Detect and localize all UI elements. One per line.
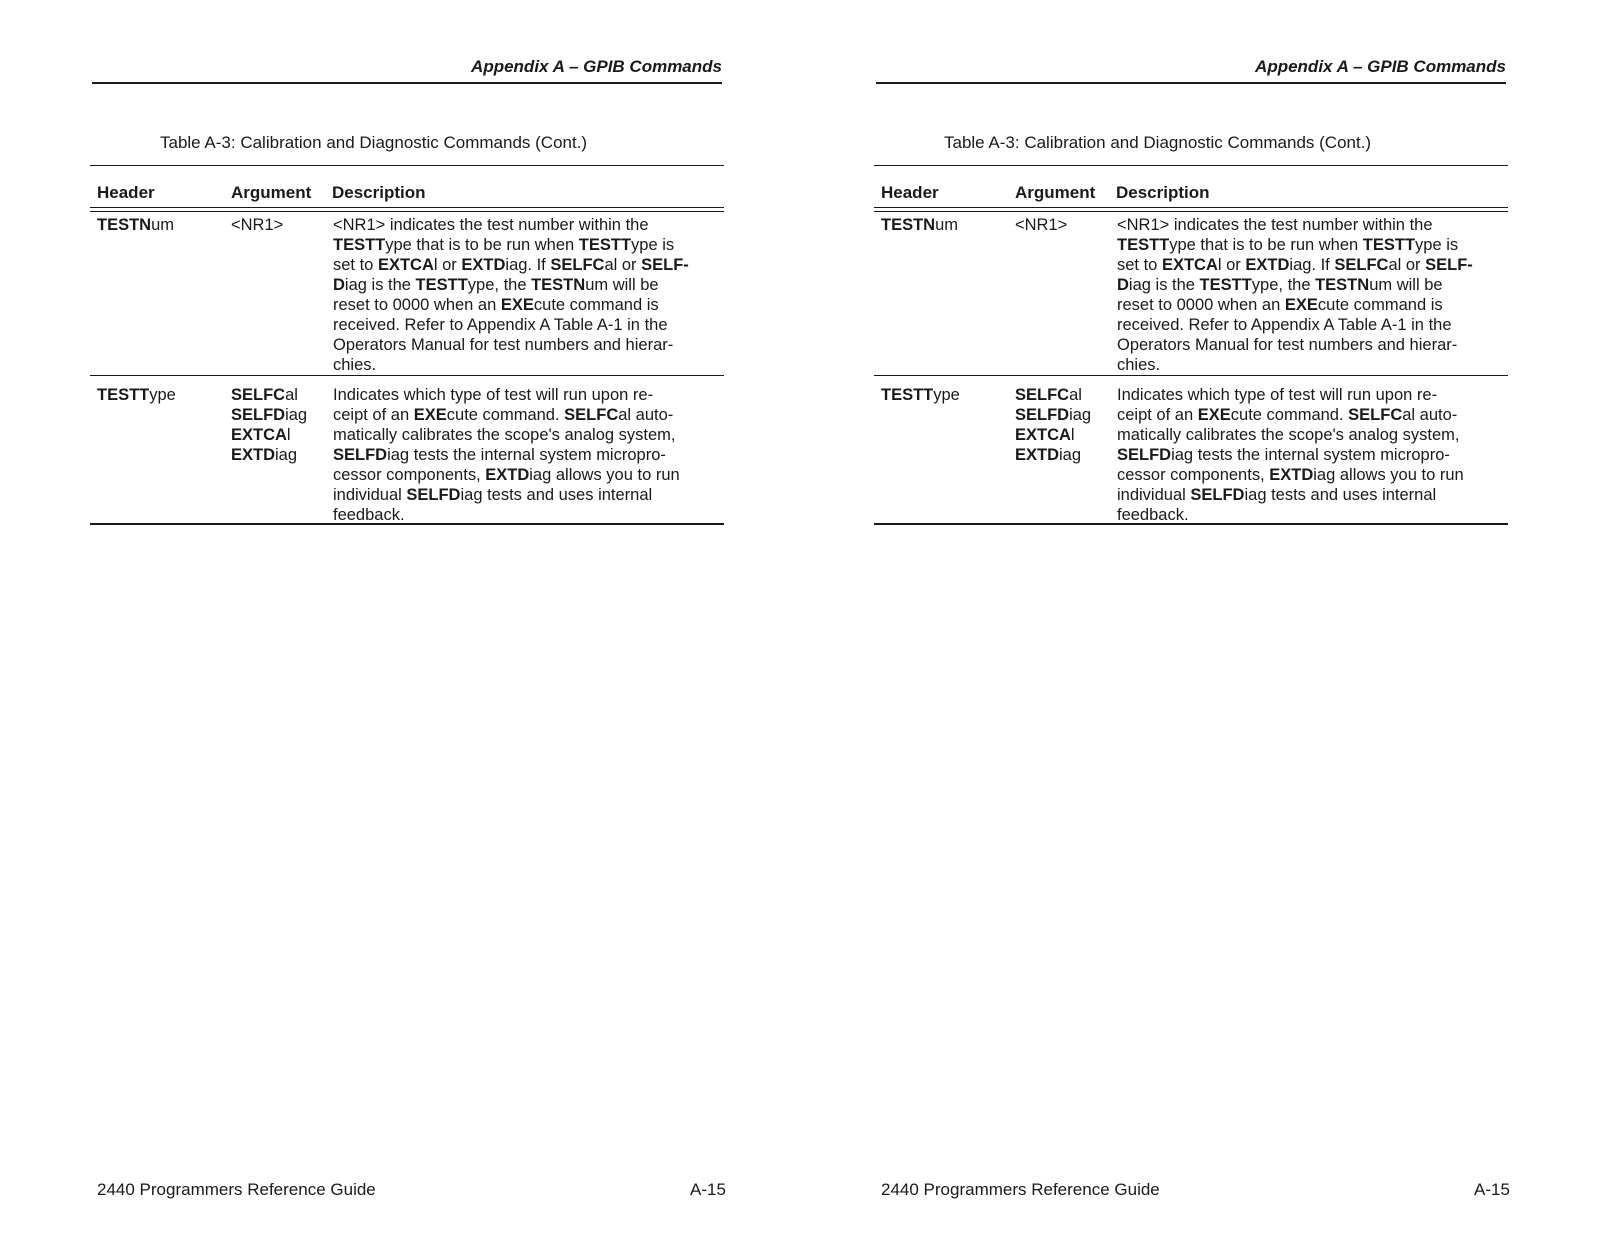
description-line: chies. [1117, 356, 1161, 374]
table-caption: Table A-3: Calibration and Diagnostic Commands (Cont.) [160, 133, 588, 152]
table-top-rule [874, 165, 1508, 166]
description-line: SELFDiag tests the internal system micropro- [1117, 446, 1450, 464]
argument-value: SELFCal [231, 386, 298, 404]
description-line: matically calibrates the scope's analog system, [1117, 426, 1460, 444]
table-row-header: TESTType [881, 386, 960, 404]
header-double-rule-bottom [874, 211, 1508, 212]
table-caption: Table A-3: Calibration and Diagnostic Commands (Cont.) [944, 133, 1372, 152]
description-line: SELFDiag tests the internal system micropro- [333, 446, 666, 464]
argument-value: <NR1> [1015, 216, 1068, 234]
table-row-argument [231, 385, 307, 465]
table-row-description [1117, 385, 1509, 525]
header-double-rule-top [90, 207, 724, 208]
description-line: individual SELFDiag tests and uses internal [333, 486, 653, 504]
column-header-argument: Argument [231, 183, 312, 202]
description-line: feedback. [333, 506, 405, 524]
table-row-header: TESTNum [97, 216, 175, 234]
description-line: Operators Manual for test numbers and hierar- [333, 336, 674, 354]
description-line: TESTType that is to be run when TESTType is [333, 236, 675, 254]
description-line: feedback. [1117, 506, 1189, 524]
header-rule [92, 82, 722, 84]
description-line: individual SELFDiag tests and uses internal [1117, 486, 1437, 504]
page-right [784, 0, 1584, 1237]
argument-value: EXTDiag [1015, 446, 1082, 464]
description-line: Indicates which type of test will run upon re- [333, 386, 654, 404]
header-double-rule-top [874, 207, 1508, 208]
description-line: cessor components, EXTDiag allows you to run [333, 466, 680, 484]
header-double-rule-bottom [90, 211, 724, 212]
argument-value: SELFDiag [231, 406, 308, 424]
column-header-description: Description [1116, 183, 1210, 202]
table-row-description [333, 215, 725, 375]
description-line: set to EXTCAl or EXTDiag. If SELFCal or SELF- [333, 256, 689, 274]
table-row-argument [1015, 215, 1067, 235]
page-number: A-15 [1474, 1180, 1510, 1199]
description-line: Diag is the TESTType, the TESTNum will be [333, 276, 659, 294]
footer-title: 2440 Programmers Reference Guide [97, 1180, 376, 1199]
description-line: <NR1> indicates the test number within the [333, 216, 649, 234]
description-line: reset to 0000 when an EXEcute command is [1117, 296, 1443, 314]
column-header-argument: Argument [1015, 183, 1096, 202]
footer-title: 2440 Programmers Reference Guide [881, 1180, 1160, 1199]
description-line: reset to 0000 when an EXEcute command is [333, 296, 659, 314]
table-row-description [1117, 215, 1509, 375]
running-head: Appendix A – GPIB Commands [1255, 57, 1506, 76]
page-number: A-15 [690, 1180, 726, 1199]
description-line: Diag is the TESTType, the TESTNum will be [1117, 276, 1443, 294]
description-line: TESTType that is to be run when TESTType is [1117, 236, 1459, 254]
table-row-argument [231, 215, 283, 235]
table-top-rule [90, 165, 724, 166]
argument-value: SELFCal [1015, 386, 1082, 404]
argument-value: EXTCAl [1015, 426, 1075, 444]
description-line: received. Refer to Appendix A Table A-1 in the [333, 316, 668, 334]
table-bottom-rule [90, 523, 724, 525]
row-divider [90, 375, 724, 376]
description-line: chies. [333, 356, 377, 374]
table-row-argument [1015, 385, 1091, 465]
row-divider [874, 375, 1508, 376]
table-row-header: TESTNum [881, 216, 959, 234]
description-line: set to EXTCAl or EXTDiag. If SELFCal or SELF- [1117, 256, 1473, 274]
column-header-header: Header [881, 183, 939, 202]
header-rule [876, 82, 1506, 84]
description-line: received. Refer to Appendix A Table A-1 in the [1117, 316, 1452, 334]
column-header-description: Description [332, 183, 426, 202]
argument-value: SELFDiag [1015, 406, 1092, 424]
description-line: ceipt of an EXEcute command. SELFCal auto- [333, 406, 674, 424]
table-bottom-rule [874, 523, 1508, 525]
description-line: ceipt of an EXEcute command. SELFCal auto- [1117, 406, 1458, 424]
argument-value: EXTCAl [231, 426, 291, 444]
running-head: Appendix A – GPIB Commands [471, 57, 722, 76]
table-row-description [333, 385, 725, 525]
argument-value: EXTDiag [231, 446, 298, 464]
description-line: matically calibrates the scope's analog system, [333, 426, 676, 444]
description-line: Indicates which type of test will run upon re- [1117, 386, 1438, 404]
description-line: Operators Manual for test numbers and hierar- [1117, 336, 1458, 354]
description-line: cessor components, EXTDiag allows you to run [1117, 466, 1464, 484]
description-line: <NR1> indicates the test number within the [1117, 216, 1433, 234]
table-row-header: TESTType [97, 386, 176, 404]
column-header-header: Header [97, 183, 155, 202]
argument-value: <NR1> [231, 216, 284, 234]
